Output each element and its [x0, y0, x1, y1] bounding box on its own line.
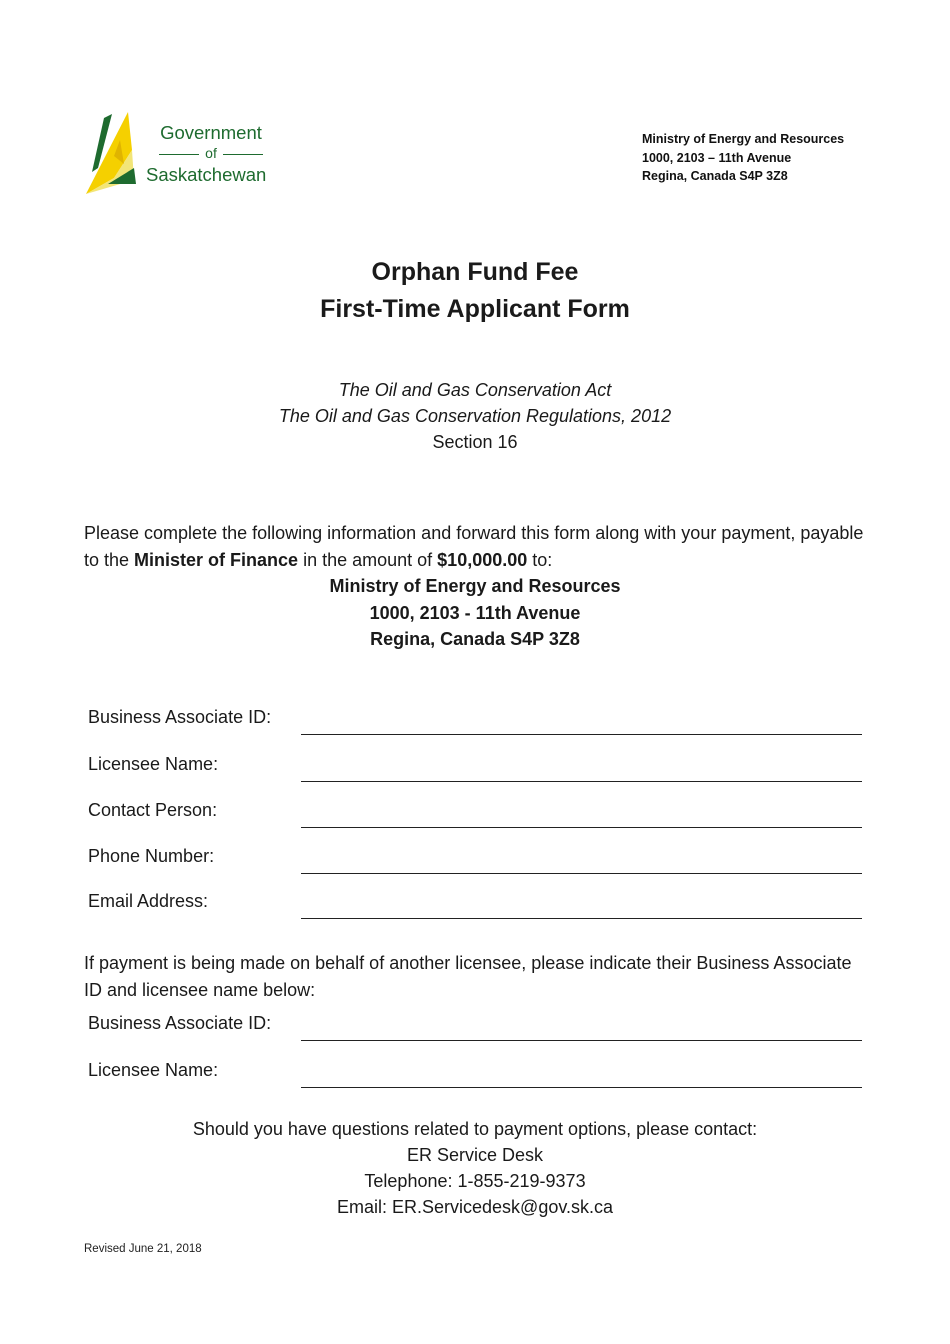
mailing-address: [0, 573, 950, 653]
field-label: Email Address:: [88, 891, 209, 911]
field-business-associate-id[interactable]: [88, 706, 862, 736]
regulations-name: The Oil and Gas Conservation Regulations, 2012: [278, 406, 672, 426]
contact-person-input[interactable]: [301, 827, 862, 828]
form-title-line1: Orphan Fund Fee: [371, 258, 579, 286]
legislation-block: [0, 377, 950, 455]
contact-phone: Telephone: 1-855-219-9373: [364, 1171, 586, 1191]
government-logo: [84, 110, 284, 200]
contact-block: [0, 1116, 950, 1220]
field-behalf-licensee-name[interactable]: [88, 1059, 862, 1089]
field-label: Business Associate ID:: [88, 1013, 272, 1033]
field-phone-number[interactable]: [88, 845, 862, 875]
licensee-name-input[interactable]: [301, 781, 862, 782]
act-name: The Oil and Gas Conservation Act: [338, 380, 612, 400]
mailing-address-line: Ministry of Energy and Resources: [329, 576, 621, 596]
field-label: Business Associate ID:: [88, 707, 272, 727]
phone-number-input[interactable]: [301, 873, 862, 874]
header-address-line: 1000, 2103 – 11th Avenue: [642, 150, 792, 165]
header-address: [642, 130, 844, 186]
header-address-line: Ministry of Energy and Resources: [642, 132, 845, 146]
field-email-address[interactable]: [88, 890, 862, 920]
business-associate-id-input[interactable]: [301, 734, 862, 735]
wheat-sheaf-icon: [84, 110, 154, 200]
field-label: Licensee Name:: [88, 754, 219, 774]
logo-text-government: Government: [160, 122, 262, 143]
payee-name: Minister of Finance: [134, 549, 299, 570]
field-label: Contact Person:: [88, 800, 218, 820]
contact-desk: ER Service Desk: [406, 1145, 544, 1165]
behalf-licensee-name-input[interactable]: [301, 1087, 862, 1088]
section-reference: Section 16: [432, 432, 518, 452]
contact-email: Email: ER.Servicedesk@gov.sk.ca: [336, 1197, 614, 1217]
logo-text-of: of: [146, 143, 276, 164]
form-title: [0, 254, 950, 328]
form-title-line2: First-Time Applicant Form: [320, 295, 630, 323]
field-label: Phone Number:: [88, 846, 215, 866]
mailing-address-line: Regina, Canada S4P 3Z8: [370, 629, 580, 649]
field-contact-person[interactable]: [88, 799, 862, 829]
fee-amount: $10,000.00: [437, 549, 528, 570]
email-address-input[interactable]: [301, 918, 862, 919]
field-label: Licensee Name:: [88, 1060, 219, 1080]
contact-intro: Should you have questions related to payment options, please contact:: [192, 1119, 758, 1139]
mailing-address-line: 1000, 2103 - 11th Avenue: [369, 602, 581, 623]
behalf-business-associate-id-input[interactable]: [301, 1040, 862, 1041]
behalf-instructions: If payment is being made on behalf of another licensee, please indicate their Business Associate ID and licensee name below:: [84, 953, 852, 1000]
instructions-paragraph: Please complete the following information and forward this form along with your payment, payable to the Minister of Finance in the amount of $10,000.00 to:: [84, 523, 864, 570]
header-address-line: Regina, Canada S4P 3Z8: [642, 169, 788, 183]
field-licensee-name[interactable]: [88, 753, 862, 783]
logo-text-saskatchewan: Saskatchewan: [146, 164, 267, 185]
revision-date: Revised June 21, 2018: [84, 1243, 202, 1255]
field-behalf-business-associate-id[interactable]: [88, 1012, 862, 1042]
